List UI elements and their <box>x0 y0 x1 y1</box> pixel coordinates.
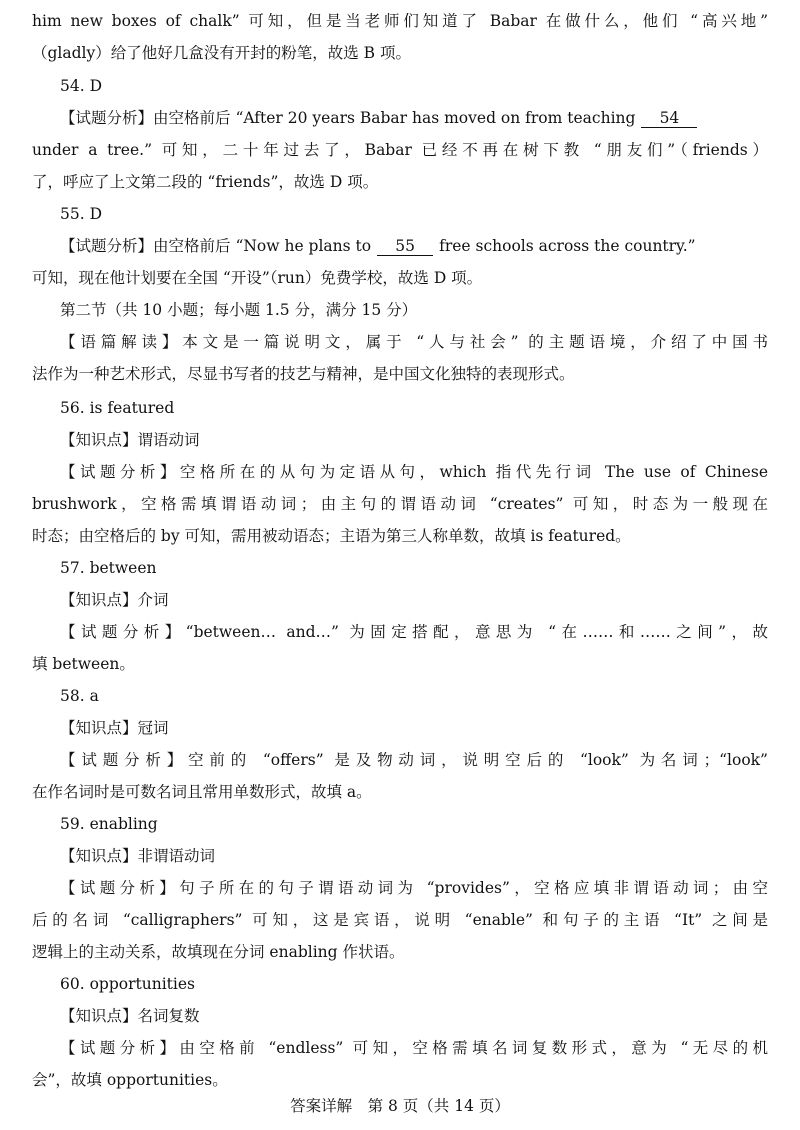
q56-analysis-text: 空格所在的从句为定语从句，which 指代先行词 The use of Chinese <box>179 463 768 481</box>
q57-analysis-line-1 <box>60 619 768 645</box>
q58-analysis-text: 空前的 “offers” 是及物动词，说明空后的 “look” 为名词；“look” <box>188 751 768 769</box>
q56-analysis-line-2: brushwork，空格需填谓语动词；由主句的谓语动词 “creates” 可知，时态为一般现在 <box>32 495 768 513</box>
q59-analysis-line-1 <box>60 875 768 901</box>
q57-knowledge-point <box>60 587 169 613</box>
q57-answer: 57. between <box>60 559 157 577</box>
knowledge-tag: 【知识点】 <box>60 719 138 737</box>
q60-answer: 60. opportunities <box>60 975 195 993</box>
q55-blank: 55 <box>377 237 433 256</box>
q60-kp-text: 名词复数 <box>137 1007 200 1025</box>
q55-answer: 55. D <box>60 205 103 223</box>
analysis-tag: 【试题分析】 <box>60 623 186 641</box>
q57-kp-text: 介词 <box>137 591 169 609</box>
analysis-tag: 【试题分析】 <box>60 463 180 481</box>
q59-knowledge-point <box>60 843 215 869</box>
q55-analysis-line-1 <box>60 233 696 259</box>
q55-analysis-text-a: 由空格前后 “Now he plans to <box>153 237 372 255</box>
q54-analysis-line-2: under a tree.” 可知，二十年过去了，Babar 已经不再在树下教 “朋友们”（friends） <box>32 141 768 159</box>
q54-answer: 54. D <box>60 77 103 95</box>
passage-analysis-line-1 <box>60 329 768 355</box>
passage-tag: 【语篇解读】 <box>60 333 183 351</box>
q60-analysis-text: 由空格前 “endless” 可知，空格需填名词复数形式，意为 “无尽的机 <box>179 1039 768 1057</box>
q58-analysis-line-1 <box>60 747 768 773</box>
q58-analysis-line-2: 在作名词时是可数名词且常用单数形式，故填 a。 <box>32 783 372 801</box>
knowledge-tag: 【知识点】 <box>60 1007 138 1025</box>
q56-answer: 56. is featured <box>60 399 175 417</box>
q58-kp-text: 冠词 <box>137 719 169 737</box>
q58-knowledge-point <box>60 715 169 741</box>
page-footer: 答案详解 第 8 页（共 14 页） <box>290 1097 510 1115</box>
q54-analysis-text: 由空格前后 “After 20 years Babar has moved on from teaching <box>153 109 636 127</box>
q54-blank: 54 <box>641 109 697 128</box>
q57-analysis-text: “between… and…” 为固定搭配，意思为 “在……和……之间”，故 <box>185 623 768 641</box>
q59-analysis-text: 句子所在的句子谓语动词为 “provides”，空格应填非谓语动词；由空 <box>179 879 768 897</box>
analysis-tag: 【试题分析】 <box>60 237 154 255</box>
q60-knowledge-point <box>60 1003 200 1029</box>
q56-analysis-line-3: 时态；由空格后的 by 可知，需用被动语态；主语为第三人称单数，故填 is featured。 <box>32 527 631 545</box>
q56-analysis-line-1 <box>60 459 768 485</box>
q59-analysis-line-3: 逻辑上的主动关系，故填现在分词 enabling 作状语。 <box>32 943 405 961</box>
q54-analysis-line-1 <box>60 105 703 131</box>
analysis-tag: 【试题分析】 <box>60 751 189 769</box>
q55-analysis-line-2: 可知，现在他计划要在全国 “开设”（run）免费学校，故选 D 项。 <box>32 269 483 287</box>
q60-analysis-line-2: 会”，故填 opportunities。 <box>32 1071 228 1089</box>
q60-analysis-line-1 <box>60 1035 768 1061</box>
passage-analysis-text: 本文是一篇说明文，属于 “人与社会” 的主题语境，介绍了中国书 <box>182 333 768 351</box>
passage-analysis-line-2: 法作为一种艺术形式，尽显书写者的技艺与精神，是中国文化独特的表现形式。 <box>32 365 575 383</box>
knowledge-tag: 【知识点】 <box>60 431 138 449</box>
q59-answer: 59. enabling <box>60 815 158 833</box>
knowledge-tag: 【知识点】 <box>60 591 138 609</box>
analysis-tag: 【试题分析】 <box>60 1039 180 1057</box>
q57-analysis-line-2: 填 between。 <box>32 655 135 673</box>
q59-analysis-line-2: 后的名词 “calligraphers” 可知，这是宾语，说明 “enable” 和句子的主语 “It” 之间是 <box>32 911 768 929</box>
q53-text-line-2: （gladly）给了他好几盒没有开封的粉笔，故选 B 项。 <box>32 44 412 62</box>
analysis-tag: 【试题分析】 <box>60 109 154 127</box>
q59-kp-text: 非谓语动词 <box>137 847 216 865</box>
knowledge-tag: 【知识点】 <box>60 847 138 865</box>
q56-kp-text: 谓语动词 <box>137 431 200 449</box>
q54-analysis-line-3: 了，呼应了上文第二段的 “friends”，故选 D 项。 <box>32 173 379 191</box>
q55-analysis-text-b: free schools across the country.” <box>439 237 696 255</box>
q53-text-line-1: him new boxes of chalk” 可知，但是当老师们知道了 Babar 在做什么，他们 “高兴地” <box>32 12 768 30</box>
q56-knowledge-point <box>60 427 200 453</box>
q58-answer: 58. a <box>60 687 99 705</box>
analysis-tag: 【试题分析】 <box>60 879 180 897</box>
section-2-heading: 第二节（共 10 小题；每小题 1.5 分，满分 15 分） <box>60 301 418 319</box>
